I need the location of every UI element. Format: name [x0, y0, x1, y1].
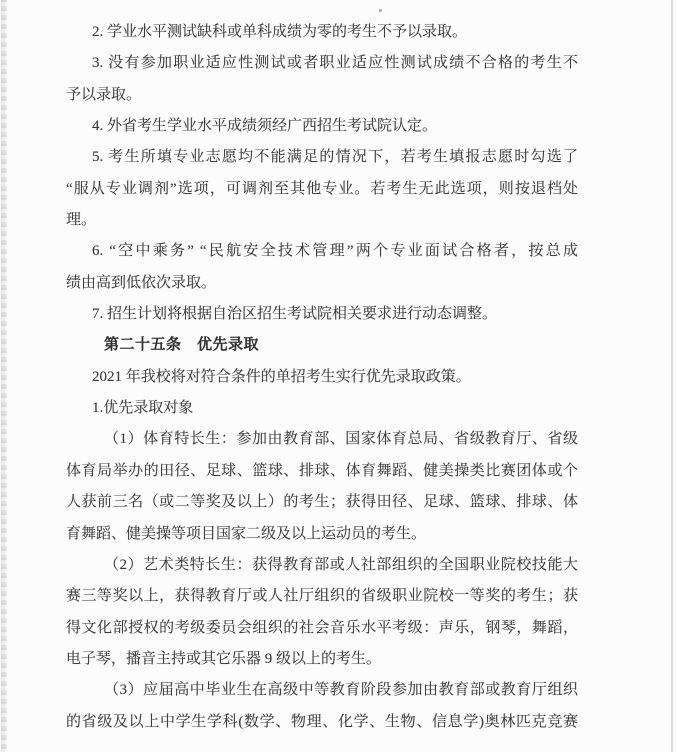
document-line: （2）艺术类特长生：获得教育部或人社部组织的全国职业院校技能大 [104, 556, 578, 573]
document-line: 6. “空中乘务” “民航安全技术管理”两个专业面试合格者，按总成 [92, 243, 578, 260]
document-line: 予以录取。 [66, 86, 142, 103]
document-line: 7. 招生计划将根据自治区招生考试院相关要求进行动态调整。 [92, 306, 498, 323]
document-line: 理。 [66, 212, 97, 229]
document-line: 体育局举办的田径、足球、篮球、排球、体育舞蹈、健美操类比赛团体或个 [66, 462, 578, 479]
document-heading-line: 第二十五条 优先录取 [104, 337, 260, 354]
scan-edge-left-artifact [1, 0, 7, 752]
document-line: 1.优先录取对象 [92, 400, 194, 417]
document-line: 2. 学业水平测试缺科或单科成绩为零的考生不予以录取。 [92, 24, 468, 40]
document-line: 育舞蹈、健美操等项目国家二级及以上运动员的考生。 [66, 525, 427, 542]
document-line: 得文化部授权的考级委员会组织的社会音乐水平考级：声乐，钢琴，舞蹈， [66, 619, 578, 636]
document-line: 人获前三名（或二等奖及以上）的考生；获得田径、足球、篮球、排球、体 [66, 494, 578, 511]
document-line: 5. 考生所填专业志愿均不能满足的情况下，若考生填报志愿时勾选了 [92, 149, 578, 166]
scan-edge-right-artifact [671, 0, 673, 752]
scan-speck-artifact [379, 9, 382, 12]
document-line: 3. 没有参加职业适应性测试或者职业适应性测试成绩不合格的考生不 [92, 55, 578, 72]
document-line: 绩由高到低依次录取。 [66, 274, 217, 291]
document-line: 的省级及以上中学生学科(数学、物理、化学、生物、信息学)奥林匹克竞赛 [66, 713, 578, 730]
document-text-block [66, 17, 578, 738]
document-line: （3）应届高中毕业生在高级中等教育阶段参加由教育部或教育厅组织 [104, 682, 578, 699]
document-line: 2021 年我校将对符合条件的单招考生实行优先录取政策。 [92, 368, 471, 385]
document-line: “服从专业调剂”选项，可调剂至其他专业。若考生无此选项，则按退档处 [66, 180, 578, 197]
document-line: 电子琴，播音主持或其它乐器 9 级以上的考生。 [66, 650, 382, 667]
document-line: 赛三等奖以上，获得教育厅或人社厅组织的省级职业院校一等奖的考生；获 [66, 588, 578, 605]
document-line: 4. 外省考生学业水平成绩须经广西招生考试院认定。 [92, 118, 438, 135]
document-line: （1）体育特长生：参加由教育部、国家体育总局、省级教育厅、省级 [104, 431, 578, 448]
